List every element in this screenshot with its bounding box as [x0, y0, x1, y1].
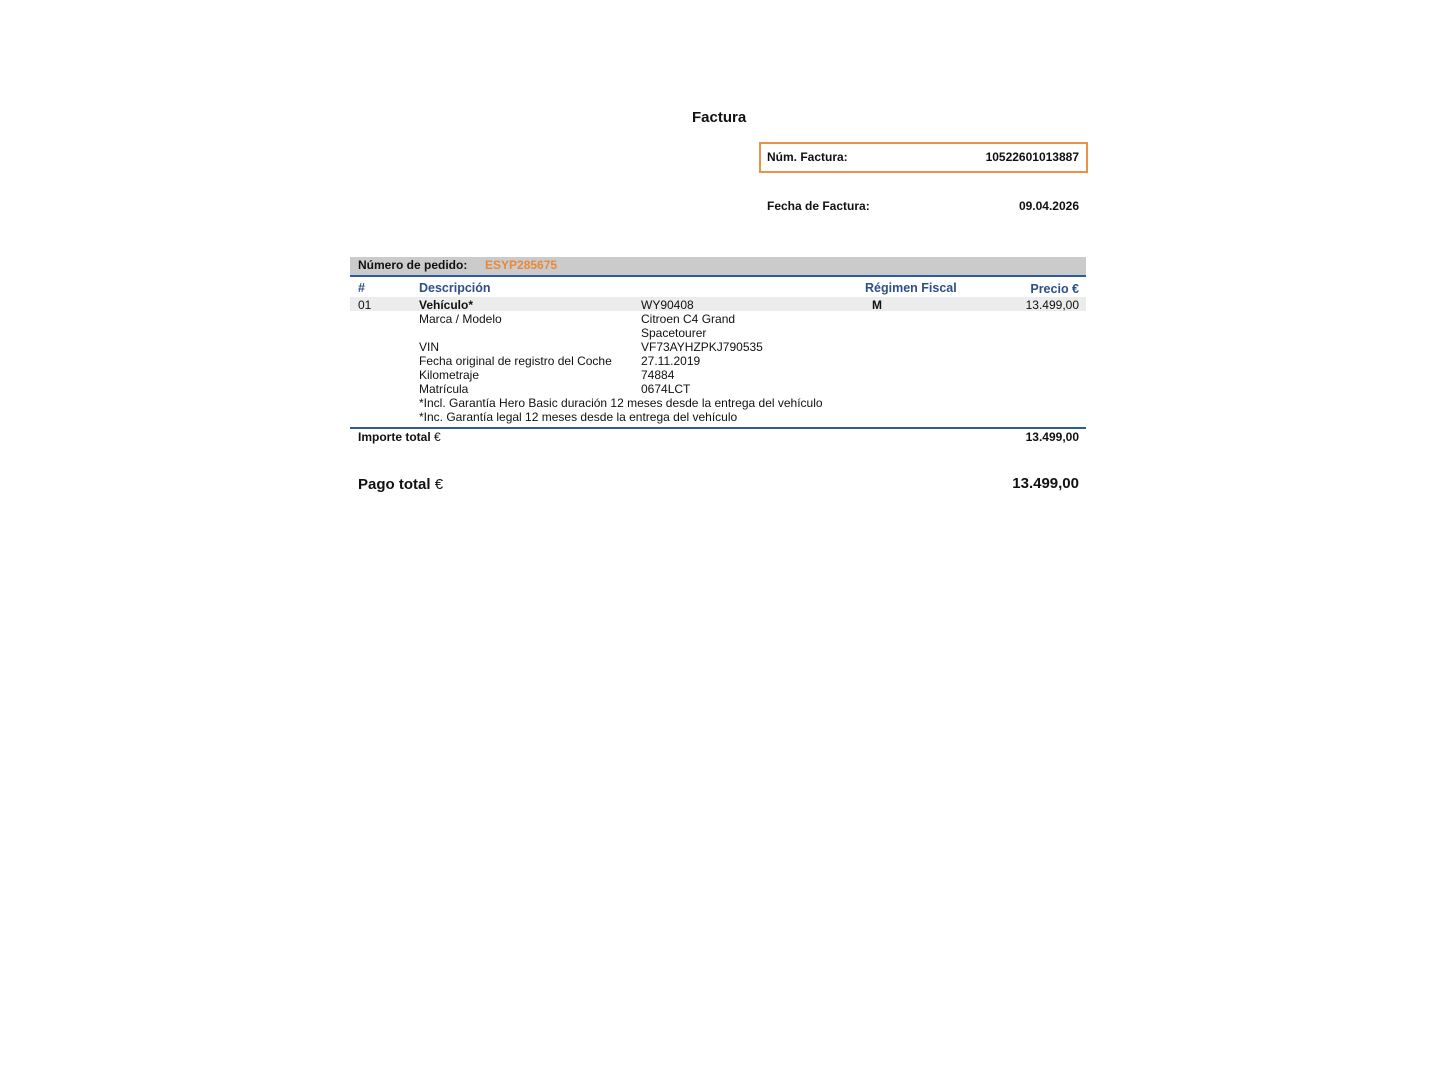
subtotal-value: 13.499,00	[1025, 430, 1079, 444]
detail-value: VF73AYHZPKJ790535	[641, 340, 763, 354]
detail-value: 0674LCT	[641, 382, 691, 396]
currency-symbol: €	[434, 430, 441, 444]
detail-value: 27.11.2019	[641, 354, 701, 368]
warranty-note: *Incl. Garantía Hero Basic duración 12 meses desde la entrega del vehículo	[419, 396, 823, 410]
detail-value: Citroen C4 Grand	[641, 312, 736, 326]
column-header-price: Precio €	[1030, 282, 1079, 296]
currency-symbol: €	[434, 476, 444, 493]
column-header-number: #	[358, 281, 365, 295]
payment-total-value: 13.499,00	[1012, 475, 1079, 492]
detail-label: Matrícula	[419, 382, 469, 396]
warranty-note: *Inc. Garantía legal 12 meses desde la entrega del vehículo	[419, 410, 738, 424]
document-title: Factura	[692, 109, 747, 126]
detail-label: Marca / Modelo	[419, 312, 502, 326]
detail-label: VIN	[419, 340, 440, 354]
column-header-description: Descripción	[419, 281, 491, 295]
detail-label: Kilometraje	[419, 368, 480, 382]
invoice-date-label: Fecha de Factura:	[767, 199, 870, 213]
invoice-number-value: 10522601013887	[985, 150, 1079, 164]
total-divider	[350, 427, 1086, 429]
order-number-label: Número de pedido:	[358, 258, 468, 272]
invoice-date-value: 09.04.2026	[1018, 199, 1079, 213]
item-tax-regime: M	[872, 298, 882, 312]
item-number: 01	[358, 298, 372, 312]
detail-label: Fecha original de registro del Coche	[419, 354, 612, 368]
item-price: 13.499,00	[1025, 298, 1079, 312]
subtotal-label: Importe total €	[358, 430, 441, 444]
item-code: WY90408	[641, 298, 694, 312]
detail-value: Spacetourer	[641, 326, 707, 340]
item-title: Vehículo*	[419, 298, 474, 312]
order-number-value: ESYP285675	[485, 258, 558, 272]
detail-value: 74884	[641, 368, 675, 382]
column-header-tax-regime: Régimen Fiscal	[865, 281, 957, 295]
payment-total-label: Pago total €	[358, 476, 444, 493]
invoice-number-label: Núm. Factura:	[767, 150, 848, 164]
